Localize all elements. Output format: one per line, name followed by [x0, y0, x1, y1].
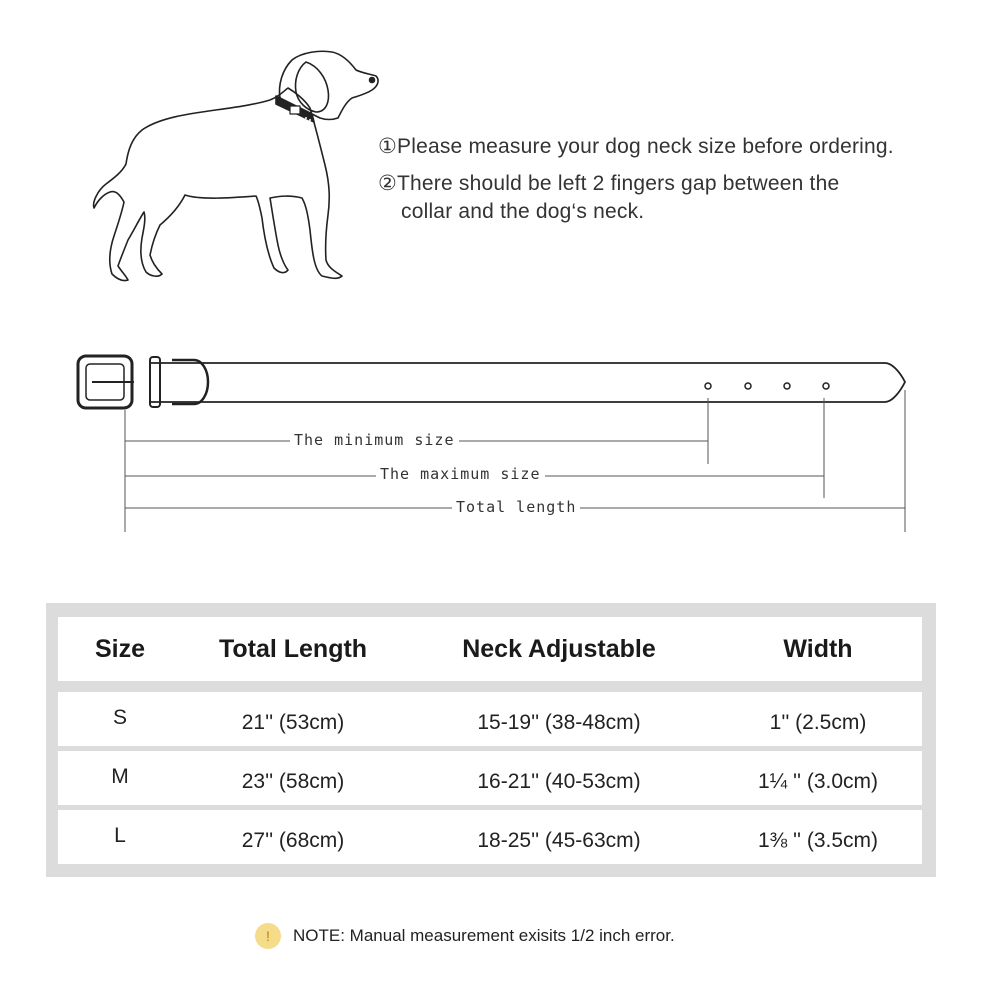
- instruction-line-2: ②There should be left 2 fingers gap between the: [378, 172, 840, 195]
- table-header-row: [58, 617, 922, 681]
- instruction-line-3: collar and the dog‘s neck.: [401, 200, 645, 223]
- table-row: [58, 751, 922, 805]
- dog-illustration: [80, 40, 400, 290]
- collar-diagram: [0, 340, 1000, 540]
- instruction-line-1: ①Please measure your dog neck size before ordering.: [378, 135, 894, 158]
- cell-neck-adjustable: 16-21'' (40-53cm): [477, 770, 641, 793]
- header-neck-adjustable: Neck Adjustable: [462, 634, 656, 663]
- cell-neck-adjustable: 18-25'' (45-63cm): [477, 829, 641, 852]
- table-row: [58, 810, 922, 864]
- cell-total-length: 21'' (53cm): [241, 711, 345, 734]
- cell-width: 1¼ '' (3.0cm): [757, 770, 879, 793]
- measurement-note: [255, 922, 855, 950]
- note-text: NOTE: Manual measurement exisits 1/2 inch error.: [293, 926, 675, 945]
- cell-width: 1'' (2.5cm): [769, 711, 867, 734]
- maximum-size-label: The maximum size: [376, 465, 545, 483]
- cell-neck-adjustable: 15-19'' (38-48cm): [477, 711, 641, 734]
- cell-size: S: [112, 706, 127, 729]
- header-total-length: Total Length: [218, 634, 368, 663]
- header-width: Width: [783, 634, 853, 663]
- table-row: [58, 692, 922, 746]
- exclamation-icon: !: [255, 923, 281, 949]
- cell-size: L: [114, 824, 126, 847]
- minimum-size-label: The minimum size: [290, 431, 459, 449]
- total-length-label: Total length: [452, 498, 580, 516]
- cell-width: 1⅜ '' (3.5cm): [757, 829, 879, 852]
- cell-total-length: 23'' (58cm): [241, 770, 345, 793]
- cell-size: M: [111, 765, 129, 788]
- header-size: Size: [94, 634, 146, 663]
- cell-total-length: 27'' (68cm): [241, 829, 345, 852]
